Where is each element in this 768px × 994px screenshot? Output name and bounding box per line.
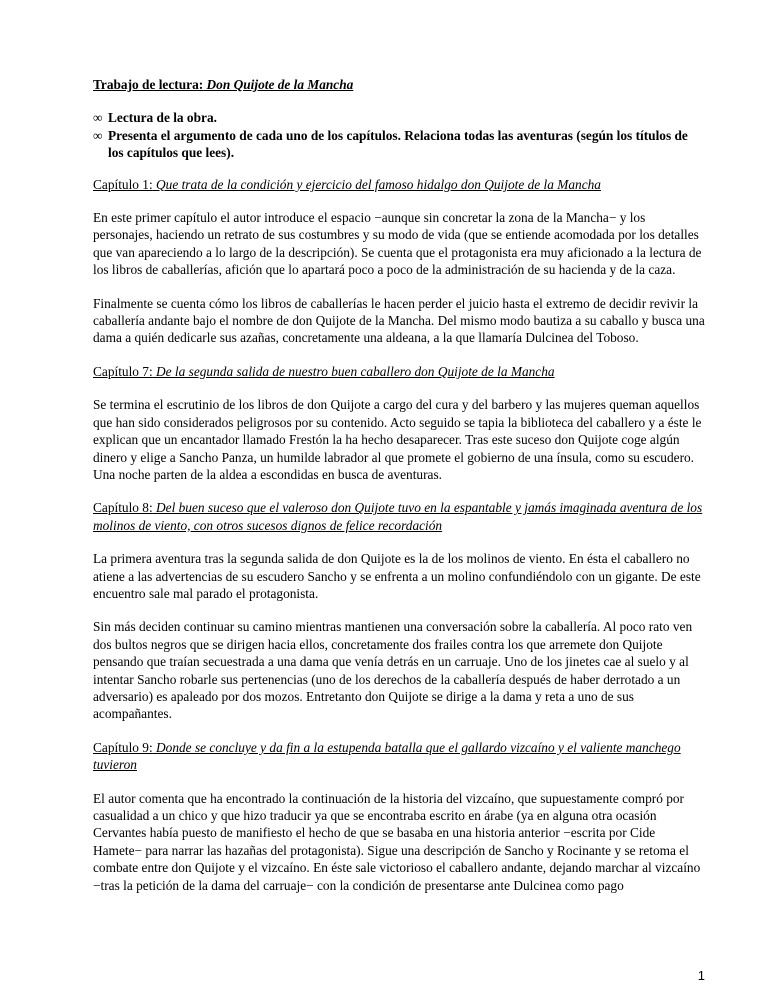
chapter-heading — [93, 499, 705, 534]
chapter-heading — [93, 363, 705, 380]
title-label: Trabajo de lectura: — [93, 77, 204, 92]
chapter-paragraph: En este primer capítulo el autor introduce el espacio −aunque sin concretar la zona de la Mancha− y los personajes, haciendo un retrato de sus costumbres y su modo de vida (que se entiende acomodada por los detalles que van apareciendo a lo largo de la descripción). Se cuenta que el protagonista era muy aficionado a la lectura de los libros de caballerías, afición que lo apartará poco a poco de la administración de su hacienda y de la caza. — [93, 210, 702, 278]
chapter-section — [93, 739, 705, 894]
chapter-paragraph: La primera aventura tras la segunda salida de don Quijote es la de los molinos de viento. En ésta el caballero no atiene a las advertencias de su escudero Sancho y se enfrenta a un molino confundiéndolo con un gigante. De este encuentro sale mal parado el protagonista. — [93, 551, 701, 601]
chapter-label: Capítulo 9: — [93, 739, 153, 755]
infinity-bullet-icon: ∞ — [93, 110, 103, 126]
chapter-title: Del buen suceso que el valeroso don Quijote tuvo en la espantable y jamás imaginada aventura de los molinos de viento, con otros sucesos dignos de felice recordación — [93, 500, 703, 533]
chapter-label: Capítulo 7: — [93, 363, 153, 379]
chapter-paragraph: Sin más deciden continuar su camino mientras mantienen una conversación sobre la caballería. Al poco rato ven dos bultos negros que se dirigen hacia ellos, concretamente dos frailes contra los que arremete don Quijote pensando que traían secuestrada a una dama que venía detrás en un carruaje. Uno de los jinetes cae al suelo y al intentar Sancho robarle sus pertenencias (uno de los derechos de la caballería después de haber derrotado a un adversario) es apaleado por dos mozos. Entretanto don Quijote se dirige a la dama y reta a uno de sus acompañantes. — [93, 619, 693, 722]
chapter-title: Donde se concluye y da fin a la estupenda batalla que el gallardo vizcaíno y el valiente manchego tuvieron — [93, 739, 681, 773]
document-body — [93, 76, 705, 910]
title-work: Don Quijote de la Mancha — [206, 77, 354, 92]
task-text: Lectura de la obra. — [108, 110, 217, 126]
chapter-paragraph: Se termina el escrutinio de los libros de don Quijote a cargo del cura y del barbero y las mujeres queman aquellos que han sido considerados peligrosos por su contenido. Acto seguido se tapia la biblioteca del caballero y a éste le explican que un encantador llamado Frestón la ha hecho desaparecer. Tras este suceso don Quijote coge algún dinero y elige a Sancho Panza, un humilde labrador al que promete el gobierno de una ínsula, como su escudero. Una noche parten de la aldea a escondidas en busca de aventuras. — [93, 397, 702, 482]
chapter-paragraph: El autor comenta que ha encontrado la continuación de la historia del vizcaíno, que supuestamente compró por casualidad a un chico y que hizo traducir ya que se encontraba escrito en árabe (ya en alguna otra ocasión Cervantes había puesto de manifiesto el hecho de que se basaba en una historia anterior −escrita por Cide Hamete− para narrar las hazañas del protagonista). Sigue una descripción de Sancho y Rocinante y se retoma el combate entre don Quijote y el vizcaíno. En éste sale victorioso el caballero andante, dejando marchar al vizcaíno −tras la petición de la dama del carruaje− con la condición de presentarse ante Dulcinea como pago — [93, 790, 701, 893]
chapter-label: Capítulo 8: — [93, 500, 153, 516]
chapter-heading — [93, 176, 705, 193]
chapter-paragraph: Finalmente se cuenta cómo los libros de caballerías le hacen perder el juicio hasta el extremo de decidir revivir la caballería andante bajo el nombre de don Quijote de la Mancha. Del mismo modo bautiza a su caballo y busca una dama a quién dedicarle sus azañas, concretamente una aldeana, a la que llamaría Dulcinea del Toboso. — [93, 295, 705, 346]
task-text: Presenta el argumento de cada uno de los capítulos. Relaciona todas las aventuras (según los títulos de los capítulos que lees). — [108, 127, 688, 161]
document-title — [93, 76, 705, 93]
chapter-label: Capítulo 1: — [93, 176, 153, 192]
chapter-title: Que trata de la condición y ejercicio del famoso hidalgo don Quijote de la Mancha — [156, 176, 601, 192]
page-number: 1 — [697, 968, 705, 983]
task-list — [93, 109, 705, 161]
task-item — [93, 109, 705, 126]
chapter-section — [93, 176, 705, 347]
infinity-bullet-icon: ∞ — [93, 127, 103, 143]
chapter-title: De la segunda salida de nuestro buen caballero don Quijote de la Mancha — [156, 363, 555, 379]
chapter-section — [93, 499, 705, 722]
chapter-heading — [93, 739, 705, 774]
chapter-section — [93, 363, 705, 483]
task-item — [93, 127, 705, 162]
